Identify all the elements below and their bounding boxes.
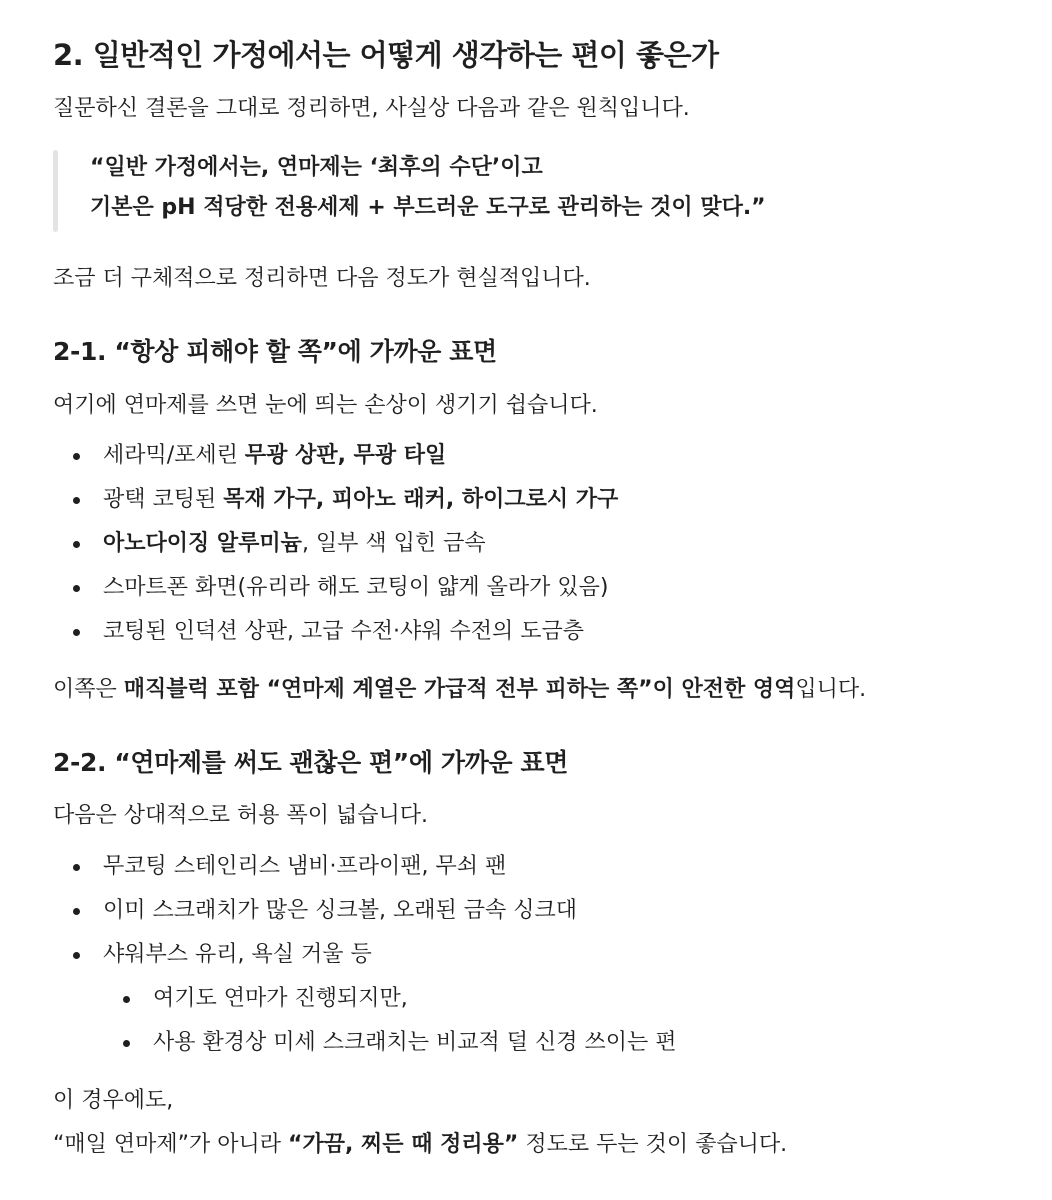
- bullet-icon: [73, 541, 80, 548]
- list-item: 세라믹/포세린 무광 상판, 무광 타일: [53, 440, 618, 484]
- sub-list-item: 사용 환경상 미세 스크래치는 비교적 덜 신경 쓰이는 편: [53, 1027, 677, 1071]
- bullet-icon: [73, 864, 80, 871]
- section-2-detail-intro: 조금 더 구체적으로 정리하면 다음 정도가 현실적입니다.: [53, 266, 591, 291]
- section-2-intro: 질문하신 결론을 그대로 정리하면, 사실상 다음과 같은 원칙입니다.: [53, 96, 690, 121]
- section-2-1-conclusion: 이쪽은 매직블럭 포함 “연마제 계열은 가급적 전부 피하는 쪽”이 안전한 영역입니다.: [53, 677, 867, 702]
- list-item: 코팅된 인덕션 상판, 고급 수전·샤워 수전의 도금층: [53, 616, 618, 660]
- bullet-icon: [73, 952, 80, 959]
- closing-line-2: “매일 연마제”가 아니라 “가끔, 찌든 때 정리용” 정도로 두는 것이 좋습니다.: [53, 1132, 788, 1157]
- allowed-surface-list: [53, 851, 677, 1071]
- avoid-surface-list: [53, 440, 618, 660]
- blockquote-bar: [53, 150, 58, 232]
- bullet-icon: [73, 908, 80, 915]
- section-2-2-intro: 다음은 상대적으로 허용 폭이 넓습니다.: [53, 803, 428, 828]
- bullet-icon: [73, 585, 80, 592]
- section-2-2-heading: 2-2. “연마제를 써도 괜찮은 편”에 가까운 표면: [53, 748, 568, 777]
- list-item: 이미 스크래치가 많은 싱크볼, 오래된 금속 싱크대: [53, 895, 677, 939]
- sub-list-item: 여기도 연마가 진행되지만,: [53, 983, 677, 1027]
- bullet-icon: [123, 996, 130, 1003]
- section-2-1-heading: 2-1. “항상 피해야 할 쪽”에 가까운 표면: [53, 337, 497, 366]
- blockquote: [53, 150, 853, 232]
- bullet-icon: [73, 629, 80, 636]
- closing-line-1: 이 경우에도,: [53, 1088, 174, 1113]
- section-2-heading: 2. 일반적인 가정에서는 어떻게 생각하는 편이 좋은가: [53, 38, 719, 72]
- blockquote-line-1: “일반 가정에서는, 연마제는 ‘최후의 수단’이고: [90, 155, 543, 180]
- list-item: 샤워부스 유리, 욕실 거울 등: [53, 939, 677, 983]
- list-item: 스마트폰 화면(유리라 해도 코팅이 얇게 올라가 있음): [53, 572, 618, 616]
- list-item: 광택 코팅된 목재 가구, 피아노 래커, 하이그로시 가구: [53, 484, 618, 528]
- list-item: 아노다이징 알루미늄, 일부 색 입힌 금속: [53, 528, 618, 572]
- bullet-icon: [123, 1040, 130, 1047]
- section-2-1-intro: 여기에 연마제를 쓰면 눈에 띄는 손상이 생기기 쉽습니다.: [53, 393, 598, 418]
- bullet-icon: [73, 453, 80, 460]
- list-item: 무코팅 스테인리스 냄비·프라이팬, 무쇠 팬: [53, 851, 677, 895]
- blockquote-line-2: 기본은 pH 적당한 전용세제 + 부드러운 도구로 관리하는 것이 맞다.”: [90, 195, 766, 220]
- bullet-icon: [73, 497, 80, 504]
